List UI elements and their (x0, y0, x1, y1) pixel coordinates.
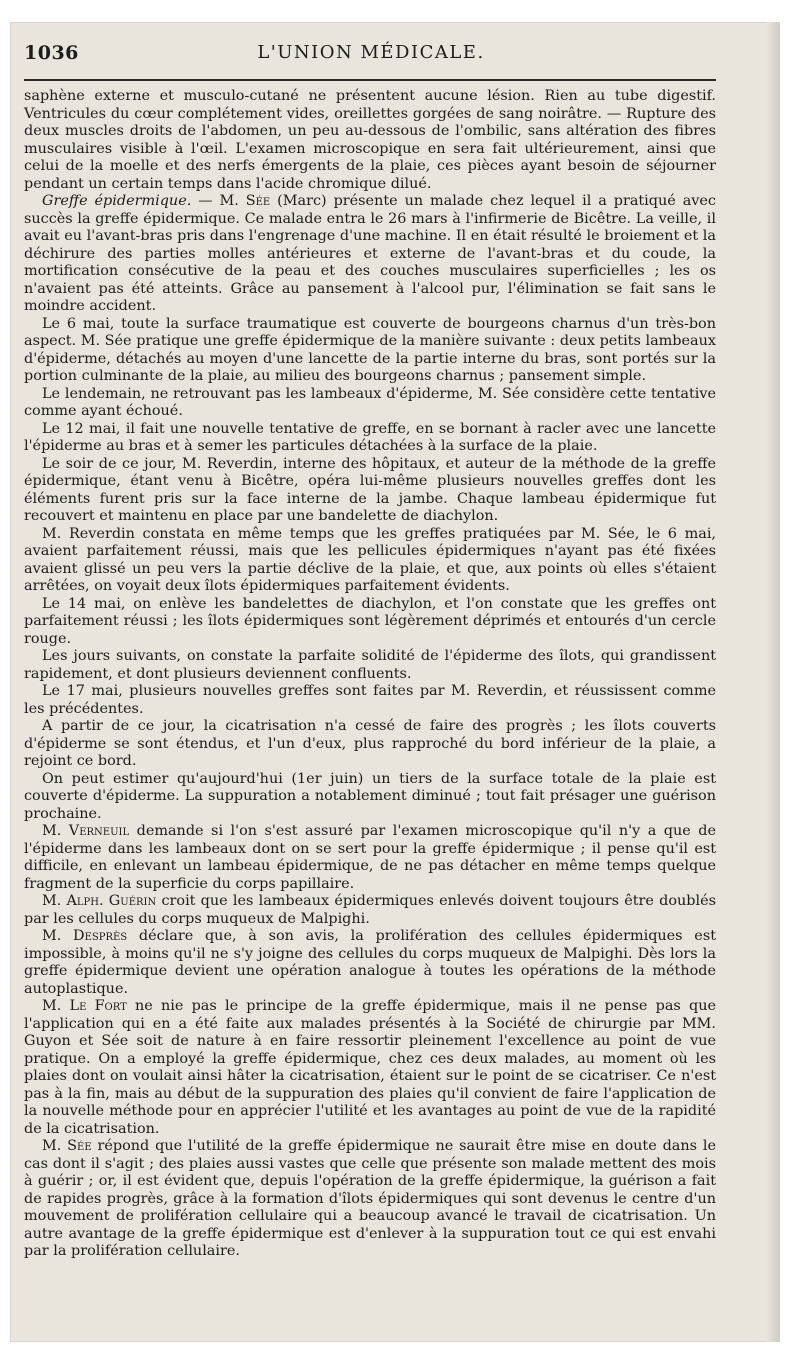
speaker-name: M. Sée (219, 193, 271, 209)
paragraph-estimation: On peut estimer qu'aujourd'hui (1er juin) un tiers de la surface totale de la plaie est couverte d'épiderme. La suppuration a notablement diminué ; tout fait présager une guérison prochaine. (24, 770, 716, 822)
section-lead-in: Greffe épidermique. — (42, 193, 220, 209)
speaker-name: M. Desprès (42, 928, 128, 944)
speaker-name: M. Sée (42, 1138, 92, 1154)
page-number: 1036 (24, 42, 79, 64)
article-body (24, 88, 716, 1261)
page-header (24, 40, 718, 80)
header-rule (24, 79, 716, 81)
paragraph-14-mai: Le 14 mai, on enlève les bandelettes de diachylon, et l'on constate que les greffes ont parfaitement réussi ; les îlots épidermiques sont légèrement déprimés et entourés d'un cercle rouge. (24, 595, 716, 647)
paragraph-see-repond: M. Sée répond que l'utilité de la greffe épidermique ne saurait être mise en doute dans le cas dont il s'agit ; des plaies aussi vastes que celle que présente son malade mettent des mois à guérir ; or, il est évident que, depuis l'opération de la greffe épidermique, la guérison a fait de rapides progrès, grâce à la formation d'îlots épidermiques qui sont devenus le centre d'un mouvement de prolifération cellulaire qui a beaucoup avancé le travail de cicatrisation. Un autre avantage de la greffe épidermique est d'enlever à la suppuration tout ce qui est envahi par la prolifération cellulaire. (24, 1138, 716, 1259)
running-title: L'UNION MÉDICALE. (257, 42, 485, 63)
paragraph-autopsy-continued: saphène externe et musculo-cutané ne présentent aucune lésion. Rien au tube digestif. Ventricules du cœur complétement vides, oreillettes gorgées de sang noirâtre. — Rupture des deux muscles droits de l'abdomen, un peu au-dessous de l'ombilic, sans altération des fibres musculaires visible à l'œil. L'examen microscopique en sera fait ultérieurement, ainsi que celui de la moelle et des nerfs émergents de la plaie, ces pièces ayant besoin de séjourner pendant un certain temps dans l'acide chromique dilué. (24, 88, 716, 192)
journal-page (10, 22, 780, 1342)
paragraph-verneuil: M. Verneuil demande si l'on s'est assuré par l'examen microscopique qu'il n'y a que de l'épiderme dans les lambeaux dont on se sert pour la greffe épidermique ; il pense qu'il est difficile, en enlevant un lambeau épidermique, de ne pas détacher en même temps quelque fragment de la superficie du corps papillaire. (24, 823, 716, 892)
paragraph-12-mai: Le 12 mai, il fait une nouvelle tentative de greffe, en se bornant à racler avec une lancette l'épiderme au bras et à semer les particules détachées à la surface de la plaie. (24, 420, 716, 454)
paragraph-6-mai: Le 6 mai, toute la surface traumatique est couverte de bourgeons charnus d'un très-bon aspect. M. Sée pratique une greffe épidermique de la manière suivante : deux petits lambeaux d'épiderme, détachés au moyen d'une lancette de la partie interne du bras, sont portés sur la portion culminante de la plaie, au milieu des bourgeons charnus ; pansement simple. (24, 315, 716, 384)
speaker-name: M. Alph. Guérin (42, 893, 157, 909)
page-fold-shadow (766, 22, 780, 1342)
paragraph-17-mai: Le 17 mai, plusieurs nouvelles greffes sont faites par M. Reverdin, et réussissent comme les précédentes. (24, 683, 716, 717)
paragraph-despres: M. Desprès déclare que, à son avis, la prolifération des cellules épidermiques est impossible, à moins qu'il ne s'y joigne des cellules du corps muqueux de Malpighi. Dès lors la greffe épidermique devient une opération analogue à toutes les opérations de la méthode autoplastique. (24, 928, 716, 997)
paragraph-reverdin-constata: M. Reverdin constata en même temps que les greffes pratiquées par M. Sée, le 6 mai, avaient parfaitement réussi, mais que les pellicules épidermiques n'ayant pas été fixées avaient glissé un peu vers la partie déclive de la plaie, et que, aux points où elles s'étaient arrêtées, on voyait deux îlots épidermiques parfaitement évidents. (24, 525, 716, 594)
speaker-name: M. Verneuil (42, 823, 130, 839)
paragraph-soir: Le soir de ce jour, M. Reverdin, interne des hôpitaux, et auteur de la méthode de la greffe épidermique, étant venu à Bicêtre, opéra lui-même plusieurs nouvelles greffes dont les éléments furent pris sur la face interne de la jambe. Chaque lambeau épidermique fut recouvert et maintenu en place par une bandelette de diachylon. (24, 455, 716, 524)
paragraph-progres: A partir de ce jour, la cicatrisation n'a cessé de faire des progrès ; les îlots couverts d'épiderme se sont étendus, et l'un d'eux, plus rapproché du bord inférieur de la plaie, a rejoint ce bord. (24, 718, 716, 769)
paragraph-greffe-intro: Greffe épidermique. — M. Sée (Marc) présente un malade chez lequel il a pratiqué avec succès la greffe épidermique. Ce malade entra le 26 mars à l'infirmerie de Bicêtre. La veille, il avait eu l'avant-bras pris dans l'engrenage d'une machine. Il en était résulté le broiement et la déchirure des parties molles antérieures et externe de l'avant-bras et du coude, la mortification consécutive de la peau et des couches musculaires superficielles ; les os n'avaient pas été atteints. Grâce au pansement à l'alcool pur, l'élimination se fait sans le moindre accident. (24, 193, 716, 314)
paragraph-jours-suivants: Les jours suivants, on constate la parfaite solidité de l'épiderme des îlots, qui grandissent rapidement, et dont plusieurs deviennent confluents. (24, 648, 716, 682)
paragraph-guerin: M. Alph. Guérin croit que les lambeaux épidermiques enlevés doivent toujours être doublés par les cellules du corps muqueux de Malpighi. (24, 893, 717, 927)
speaker-name: M. Le Fort (42, 998, 127, 1014)
paragraph-lendemain: Le lendemain, ne retrouvant pas les lambeaux d'épiderme, M. Sée considère cette tentative comme ayant échoué. (24, 385, 716, 419)
paragraph-le-fort: M. Le Fort ne nie pas le principe de la greffe épidermique, mais il ne pense pas que l'application qui en a été faite aux malades présentés à la Société de chirurgie par MM. Guyon et Sée soit de nature à en faire ressortir pleinement l'excellence au point de vue pratique. On a employé la greffe épidermique, chez ces deux malades, au moment où les plaies dont on voulait ainsi hâter la cicatrisation, étaient sur le point de se cicatriser. Ce n'est pas à la fin, mais au début de la suppuration des plaies qu'il convient de faire l'application de la nouvelle méthode pour en apprécier l'utilité et les avantages au point de vue de la rapidité de la cicatrisation. (24, 998, 716, 1137)
